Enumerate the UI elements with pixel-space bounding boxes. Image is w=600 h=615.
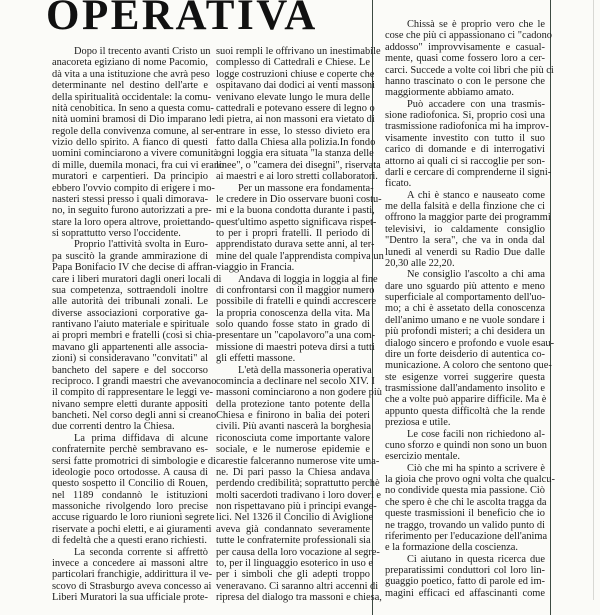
text-line: apprendistato durava sette anni, al ter- [216,239,375,251]
text-line: molti sacerdoti tradivano i loro doveri e [216,489,382,501]
text-line: ai maestri e ai loro stretti collaboratori. [216,171,378,183]
text-line: linee", o "camera dei disegni", riservata [216,159,381,171]
text-line: hanno trascinato o con le persone che [385,75,545,87]
text-line: riconosciuta come importante valore [216,432,370,444]
text-line: la gioia che provo ogni volta che qualcu- [385,474,555,485]
text-line: mente, quasi come fossero loro a cer- [385,53,545,65]
text-line: trasmissione dall'andamento insolito e [385,383,545,394]
text-line: Papa Bonifacio IV che decise di affran- [52,262,217,274]
text-line: Proprio l'attività svolta in Euro- [74,239,208,251]
text-line: aveva già condannato severamente [216,523,370,535]
boxed-column-radio-review [385,19,555,599]
text-line: scovo di Strasburgo aveva concesso ai [52,580,212,592]
text-line: Ciò che mi ha spinto a scrivere è [407,462,545,474]
text-line: dare uno sguardo più attento e meno [385,280,545,292]
text-line: si soprattutto verso l'occidente. [52,228,181,239]
text-line: ideologie poco ortodosse. A causa di [52,466,208,478]
text-line: municazione. A coloro che sentono que- [385,360,552,372]
text-line: ne traggo, trovando un valido punto di [385,519,545,531]
text-line: il compito di rappresentare le leggi ve- [52,387,213,399]
text-line: trasmissione radiofonica mi ha improv- [385,121,549,133]
text-line: nasteri stessi presso i quali dimorava- [52,193,209,205]
text-line: più profondi misteri; a chi desidera un [385,326,545,338]
text-line: zioni) si consideravano "convitati" al [52,353,208,365]
text-line: stare la loro opera altrove, proiettando- [52,216,215,228]
text-line: possibile di fratelli e quindi accrescere [216,296,377,308]
text-line: invece a concedere ai massoni altre [52,557,208,569]
text-line: nivano sempre eletti durante appositi [52,398,208,410]
text-line: di pietra, ai non massoni era vietato di [216,114,375,126]
text-line: guaggio poetico, fatto di parole ed im- [385,576,545,588]
text-line: to per i propri fratelli. Il periodo di [216,228,370,239]
text-line: di mille, duemila monaci, fra cui vi erano [52,159,225,171]
text-line: dialogo sincero e profondo e vuole esau- [385,337,555,349]
text-line: mi e la buona condotta durante i pasti, [216,205,375,217]
text-line: Le cose facili non richiedono al- [407,428,545,440]
text-line: rantivano l'aiuto materiale e spirituale [52,319,210,330]
text-line: Chissà se è proprio vero che le [407,19,545,30]
text-line: cose che più ci appassionano ci "cadono [385,30,552,42]
text-line: di confrontarsi con il maggior numero [216,284,375,296]
text-line: visamente investito con tutto il suo [385,132,545,144]
text-line: per i simboli che gli adepti troppo [216,569,370,581]
text-line: per causa della loro vocazione al segre- [216,546,380,558]
text-line: riservate a pochi eletti, e ai giuramenti [52,523,212,535]
text-line: determinante nel destino dell'arte e [52,80,208,92]
text-line: venivano elevate lungo le mura delle [216,91,370,103]
text-line: logge costruzioni chiuse e coperte che [216,68,375,80]
text-line: uomini cominciarono a vivere comunità [52,148,219,160]
text-line: Per un massone era fondamenta- [238,182,374,194]
text-line: sersi fatte promotrici di simbologie e di [52,455,216,467]
text-line: alle autorità dei tribunali zonali. Le [52,296,208,308]
text-line: perdendo credibilità; soprattutto perchè [216,478,380,490]
text-line: reciproco. I grandi maestri che avevano [52,375,217,387]
paragraph [216,273,378,365]
text-line: quest'ultimo aspetto significava rispet- [216,216,377,228]
text-line: Può accadere con una trasmis- [407,98,545,110]
text-line: magini efficaci ed affascinanti come [385,587,545,599]
text-line: lunedì al venerdì su Radio Due dalle [385,246,545,258]
text-line: addosso" improvvisamente e casual- [385,41,545,53]
text-line: pa suscitò la grande ammirazione di [52,250,208,262]
text-line: ste esigenze vorrei suggerire questa [385,371,545,383]
text-line: me della falsità e della finzione che ci [385,201,545,212]
text-line: A chi è stanco e nauseato come [407,189,545,201]
text-line: dell'animo umano e ne vuole sondare i [385,314,545,326]
paragraph [385,98,552,190]
text-line: offrono la maggior parte dei programmi [385,212,551,224]
text-line: complesso di Cattedrali e Chiese. Le [216,57,370,69]
text-line: esercizio mentale. [385,451,461,463]
text-line: bancheto del sapere e del soccorso [52,364,208,376]
text-line: queste trasmissioni il beneficio che io [385,508,545,520]
text-line: dire un forte deisderio di autentica co- [385,348,545,360]
text-line: le credere in Dio osservare buoni costu- [216,193,382,205]
text-line: massoniche rivolgendo loro precise [52,501,208,512]
text-line: vizio dello spirito. A fianco di questi [52,137,208,148]
paragraph [385,269,555,429]
text-line: non rispettavano più i principi evange- [216,501,377,512]
text-line: L'età della massoneria operativa [238,364,372,376]
text-line: veneravano. Ci saranno altri accenni di [216,580,379,592]
text-line: sua competenza, sottraendoli inoltre [52,284,208,296]
text-line: La seconda corrente si affrettò [74,546,208,558]
text-line: mo; a chi è assetato della conoscenza [385,303,545,315]
text-line: no condivide questa mia passione. Ciò [385,485,545,497]
text-line: ripresa del dialogo tra massoni e chiesa, [216,592,382,603]
text-line: mavano gli appartenenti alle associa- [52,341,208,353]
text-line: entrare in esse, lo stesso divieto era [216,125,370,137]
text-line: due correnti dentro la Chiesa. [52,421,175,433]
article-column-2 [216,46,384,603]
text-line: ficato. [385,178,412,190]
paragraph [52,546,213,604]
text-line: Ci aiutano in questa ricerca due [407,553,545,565]
text-line: particolari franchigie, addirittura il ve- [52,569,213,581]
text-line: superficiale al comportamento dell'uo- [385,292,546,303]
text-line: nità cenobitica. In seno a questa comu- [52,102,214,114]
text-line: regole della convivenza comune, al ser- [52,125,217,137]
text-line: confraternite perchè sembravano es- [52,444,208,456]
text-line: cuno sforzo e quindi non sono un buon [385,439,547,451]
text-line: nel 1189 condannò le istituzioni [52,489,208,501]
text-line: no, in seguito furono autorizzati a pre- [52,205,212,217]
text-line: preziosa e utile. [385,417,451,429]
paragraph [385,462,555,554]
text-line: tutte le confraternite professionali sia [216,535,371,547]
text-line: carico di domande e di interrogativi [385,144,545,156]
text-line: sione radiofonica. Si, proprio così una [385,110,545,121]
text-line: televisivi, io caldamente consiglio [385,223,545,235]
text-line: e la formazione della coscienza. [385,542,518,554]
text-line: maggiormente abbiamo amato. [385,87,514,99]
paragraph [52,432,216,547]
text-line: to, per il linguaggio esoterico in uso e [216,557,373,569]
text-line: gli effetti massone. [216,353,296,365]
paragraph [385,429,545,463]
text-line: riferimento per l'educazione dell'anima [385,530,548,542]
text-line: che spero è che chi le ascolta tragga da [385,496,547,508]
paragraph [52,239,222,433]
page-edge-line [593,0,594,600]
paragraph [385,189,551,270]
text-line: bancheti. Nel corso degli anni si creano [52,410,217,421]
text-line: 20,30 alle 22,20. [385,257,455,269]
text-line: diverse associazioni corporative ga- [52,307,208,319]
text-line: attorno ai quali ci si raccoglie per son- [385,155,545,167]
text-line: carestie falceranno numerose vite uma- [216,455,380,467]
text-line: fatto dalla Chiesa alla polizia.In fondo [216,137,376,148]
text-line: comincia a declinare nel secolo XIV. I [216,375,375,387]
text-line: carci. Succede a volte coi libri che più ci [385,64,554,76]
text-line: missione di maestri poteva dirsi a tutti [216,341,375,353]
text-line: ogni loggia era situata "la stanza delle [216,148,374,160]
text-line: cattedrali e potevano essere di legno o [216,102,375,114]
text-line: ne. Di pari passo la Chiesa andava [216,466,370,478]
text-line: anacoreta egiziano di nome Pacomio, [52,57,208,69]
text-line: suoi rempli le offrivano un inestimabile [216,46,381,57]
text-line: preparatissimi conduttori col loro lin- [385,565,545,576]
paragraph [216,46,381,183]
text-line: lici. Nel 1326 il Concilio di Aviglione [216,512,374,524]
text-line: nità uomini bramosi di Dio imparano le [52,114,217,126]
text-line: muratori e carpentieri. Da principio [52,171,208,183]
text-line: massoni cominciarono a non godere più [216,387,382,399]
text-line: ai propri membri e fratelli (così si chia- [52,330,216,342]
text-line: Chiesa e finirono in balìa dei poteri [216,410,370,421]
text-line: dà vita a una istituzione che avrà peso [52,68,210,80]
text-line: questo sospetto il Concilio di Rouen, [52,478,208,490]
article-title: OPERATIVA [46,0,318,39]
text-line: della spiritualità occidentale: la comu- [52,91,212,103]
text-line: mine del quale l'apprendista compiva un [216,250,384,262]
paragraph [216,364,382,604]
text-line: La prima diffidava di alcune [74,432,208,444]
text-line: care i liberi muratori dagli oneri locali di [52,273,222,285]
text-line: sociale, e le numerose epidemie e [216,444,370,456]
text-line: di fedeltà che a questi erano richiesti. [52,535,207,547]
text-line: Ne consiglio l'ascolto a chi ama [407,269,545,281]
text-line: solo quando fosse stato in grado di [216,319,370,330]
text-line: darli e cercare di comprenderne il signi- [385,166,552,178]
text-line: accuse riguardo le loro riunioni segrete [52,512,215,524]
text-line: presentare un "capolavoro"a una com- [216,330,376,342]
text-line: Andava di loggia in loggia al fine [238,273,378,285]
text-line: "Dentro la sera", che va in onda dal [385,235,545,247]
text-line: la propria conoscenza della vita. Ma [216,307,370,319]
text-line: ospitavano dai dodici ai venti massoni [216,80,376,92]
text-line: che a volte può apparire difficile. Ma è [385,394,547,406]
paragraph [385,554,545,600]
text-line: appunto questa difficoltà che la rende [385,405,545,417]
text-line: della protezione tanto potente della [216,398,370,410]
paragraph [216,182,384,274]
text-line: Liberi Muratori la sua ufficiale prote- [52,592,208,603]
text-line: viaggio in Francia. [216,262,295,274]
paragraph [52,46,225,239]
text-line: ebbero l'ovvio compito di erigere i mo- [52,182,215,194]
paragraph [385,19,554,99]
article-column-1 [52,46,225,603]
text-line: civili. Più avanti nascerà la borghesia [216,421,372,433]
text-line: Dopo il trecento avanti Cristo un [74,46,211,57]
